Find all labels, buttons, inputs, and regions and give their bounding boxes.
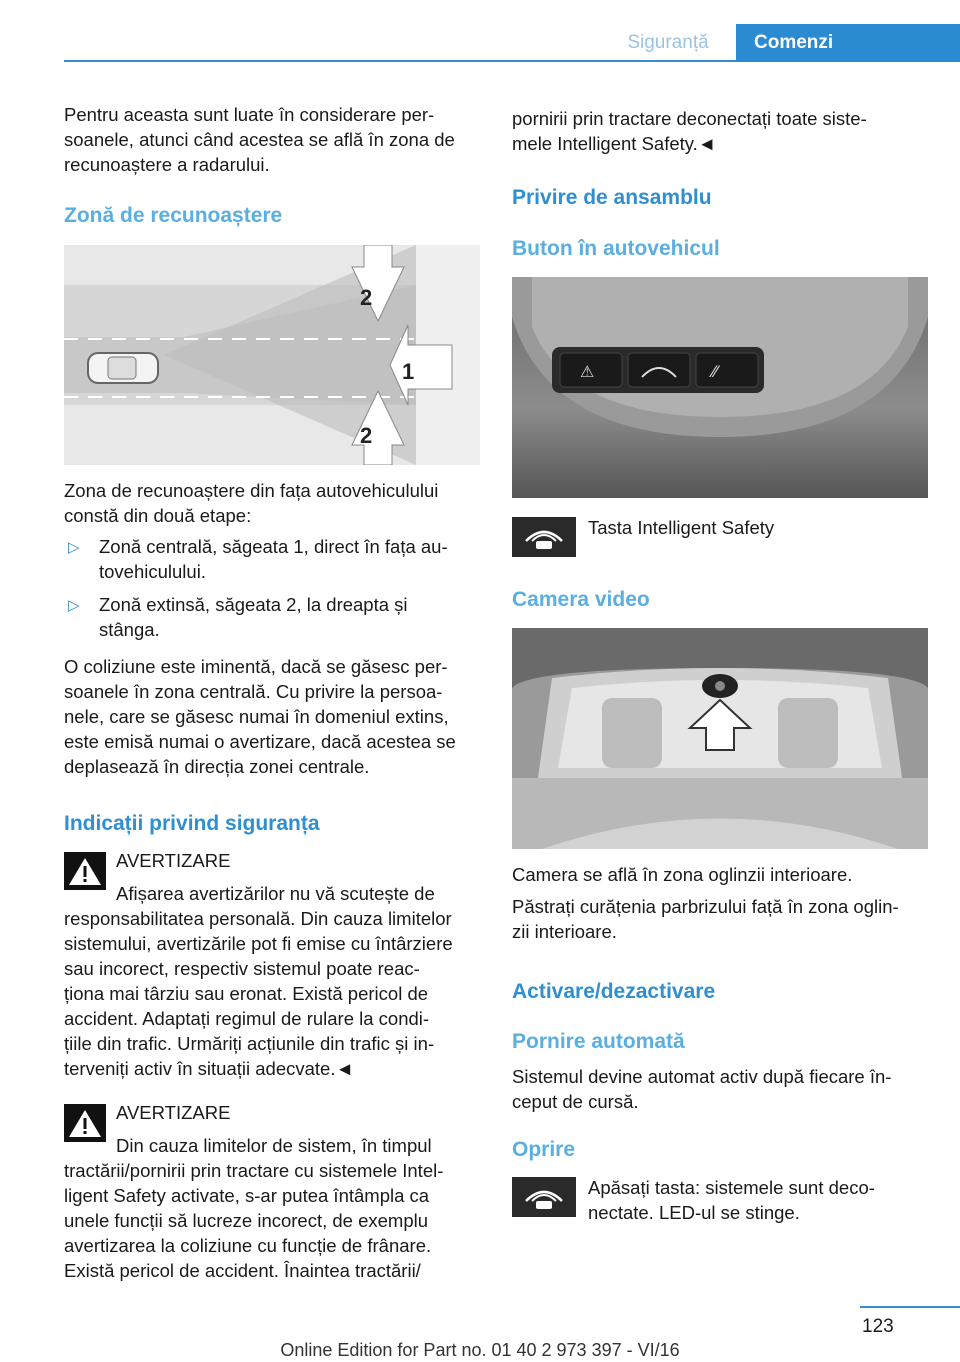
figure-label-1: 1 [402,359,415,384]
footer-text: Online Edition for Part no. 01 40 2 973 397 - VI/16 [280,1340,680,1360]
camera-figure [512,628,928,849]
key-caption: Tasta Intelligent Safety [588,517,775,538]
figure-label-2-top: 2 [360,285,373,310]
continuation-paragraph: pornirii prin tractare deconectați toate siste- mele Intelligent Safety.◄ [512,108,867,154]
warning-1-first-line: Afișarea avertizărilor nu vă scutește de [116,883,435,904]
recognition-zone-figure [64,245,480,465]
intelligent-safety-button-icon [512,517,576,557]
figure-label-2-bottom: 2 [360,423,373,448]
bullet-triangle-icon: ▷ [68,597,80,614]
off-description: Apăsați tasta: sistemele sunt deco- nectate. LED-ul se stinge. [588,1177,875,1223]
list-item: ▷ Zonă centrală, săgeata 1, direct în fața au- tovehiculului. [68,536,448,582]
button-panel-figure [512,277,928,498]
footer-rule [860,1306,960,1308]
intro-paragraph: Pentru aceasta sunt luate în considerare per- soanele, atunci când acestea se află în zona de recunoaștere a radarului. [64,104,455,175]
warning-triangle-icon [64,1104,106,1142]
list-item: ▷ Zonă extinsă, săgeata 2, la dreapta și stânga. [68,594,408,640]
safety-title: Indicații privind siguranța [64,812,320,835]
camera-description: Camera se află în zona oglinzii interioare. [512,864,853,885]
button-title: Buton în autovehicul [512,237,720,260]
camera-title: Camera video [512,588,650,611]
auto-start-description: Sistemul devine automat activ după fiecare în- ceput de cursă. [512,1066,892,1112]
warning-triangle-icon [64,852,106,890]
auto-start-title: Pornire automată [512,1030,685,1053]
warning-2-first-line: Din cauza limitelor de sistem, în timpul [116,1135,432,1156]
zone-bullet-list [64,534,484,642]
intelligent-safety-button-icon [512,1177,576,1217]
activate-title: Activare/dezactivare [512,980,716,1003]
warning-1-text: responsabilitatea personală. Din cauza limitelor sistemului, avertizările pot fi emise cu întârziere sau incorect, respectiv sistemul poate reac- ționa mai târziu sau eronat. Există pericol de accident. Adaptați regimul de rulare la condi- țiile din trafic. Urmăriți acțiunile din trafic și in- terveniți activ în situații adecvate.◄ [64,908,453,1079]
bullet-triangle-icon: ▷ [68,539,80,556]
warning-2-title: AVERTIZARE [116,1102,231,1123]
svg-text:⁄⁄: ⁄⁄ [712,362,718,381]
zone-description: Zona de recunoaștere din fața autovehiculului constă din două etape: [64,480,439,526]
collision-paragraph: O coliziune este iminentă, dacă se găsesc per- soanele în zona centrală. Cu privire la persoa- nele, care se găsesc numai în domeniul extins, este emisă numai o avertizare, dacă acestea se deplasează în direcția zonei centrale. [64,656,456,777]
header-section: Siguranță [627,32,709,53]
page-number: 123 [862,1316,894,1337]
svg-text:⚠: ⚠ [580,362,595,381]
overview-title: Privire de ansamblu [512,186,712,209]
off-title: Oprire [512,1138,576,1161]
zone-title: Zonă de recunoaștere [64,204,283,227]
warning-2-text: tractării/pornirii prin tractare cu sistemele Intel- ligent Safety activate, s-ar putea întâmpla ca unele funcții să lucreze incorect, de exemplu avertizarea la coliziune cu funcție de frânare. Există pericol de accident. Înaintea tractării/ [64,1160,444,1281]
clean-description: Păstrați curățenia parbrizului față în zona oglin- zii interioare. [512,896,899,942]
warning-1-title: AVERTIZARE [116,850,231,871]
header-tab: Comenzi [736,24,960,62]
